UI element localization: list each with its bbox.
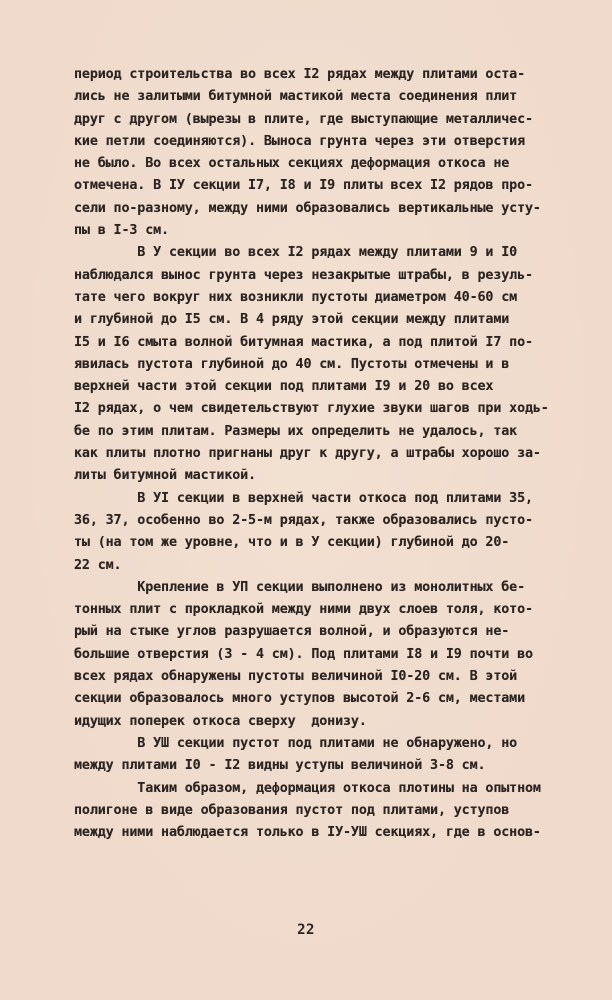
body-text (74, 64, 594, 844)
text-line: тонных плит с прокладкой между ними двух слоев толя, кото- (74, 602, 533, 618)
text-line: секции образовалось много уступов высотой 2-6 см, местами (74, 691, 525, 707)
text-line: 36, 37, особенно во 2-5-м рядах, также образовались пусто- (74, 512, 533, 528)
text-line: верхней части этой секции под плитами I9 и 20 во всех (74, 379, 494, 395)
text-line: отмечена. В IУ секции I7, I8 и I9 плиты всех I2 рядов про- (74, 178, 533, 194)
text-line: Таким образом, деформация откоса плотины на опытном (74, 780, 541, 796)
text-line: идущих поперек откоса сверху донизу. (74, 713, 367, 729)
text-line: кие петли соединяются). Выноса грунта через эти отверстия (74, 133, 525, 149)
text-line: ты (на том же уровне, что и в У секции) глубиной до 20- (74, 535, 510, 551)
text-line: период строительства во всех I2 рядах между плитами оста- (74, 67, 525, 82)
text-line: литы битумной мастикой. (74, 468, 256, 484)
text-line: сели по-разному, между ними образовались вертикальные усту- (74, 200, 541, 216)
text-line: Крепление в УП секции выполнено из монолитных бе- (74, 579, 525, 595)
text-line: пы в I-3 см. (74, 223, 169, 239)
text-line: между плитами I0 - I2 видны уступы величиной 3-8 см. (74, 758, 486, 774)
text-line: наблюдался вынос грунта через незакрытые штрабы, в резуль- (74, 267, 533, 283)
text-line: друг с другом (вырезы в плите, где выступающие металличес- (74, 111, 533, 127)
text-line: и глубиной до I5 см. В 4 ряду этой секции между плитами (74, 312, 510, 328)
text-line: как плиты плотно пригнаны друг к другу, а штрабы хорошо за- (74, 446, 541, 462)
text-line: бе по этим плитам. Размеры их определить не удалось, так (74, 423, 518, 439)
text-line: I2 рядах, о чем свидетельствуют глухие звуки шагов при ходь- (74, 401, 549, 417)
text-line: В УШ секции пустот под плитами не обнаружено, но (74, 735, 518, 751)
text-line: тате чего вокруг них возникли пустоты диаметром 40-60 см (74, 289, 518, 305)
text-line: лись не залитыми битумной мастикой места соединения плит (74, 89, 518, 105)
text-line: большие отверстия (3 - 4 см). Под плитами I8 и I9 почти во (74, 646, 533, 662)
text-line: между ними наблюдается только в IУ-УШ секциях, где в основ- (74, 825, 541, 841)
page-number: 22 (297, 922, 315, 938)
text-line: полигоне в виде образования пустот под плитами, уступов (74, 802, 510, 818)
text-line: явилась пустота глубиной до 40 см. Пустоты отмечены и в (74, 356, 510, 372)
text-line: всех рядах обнаружены пустоты величиной I0-20 см. В этой (74, 669, 518, 685)
text-line: не было. Во всех остальных секциях деформация откоса не (74, 156, 510, 172)
text-line: 22 см. (74, 557, 122, 573)
text-line: I5 и I6 смыта волной битумная мастика, а под плитой I7 по- (74, 334, 533, 350)
text-line: рый на стыке углов разрушается волной, и образуются не- (74, 624, 510, 640)
text-line: В У секции во всех I2 рядах между плитами 9 и I0 (74, 245, 518, 261)
text-line: В УI секции в верхней части откоса под плитами 35, (74, 490, 533, 506)
